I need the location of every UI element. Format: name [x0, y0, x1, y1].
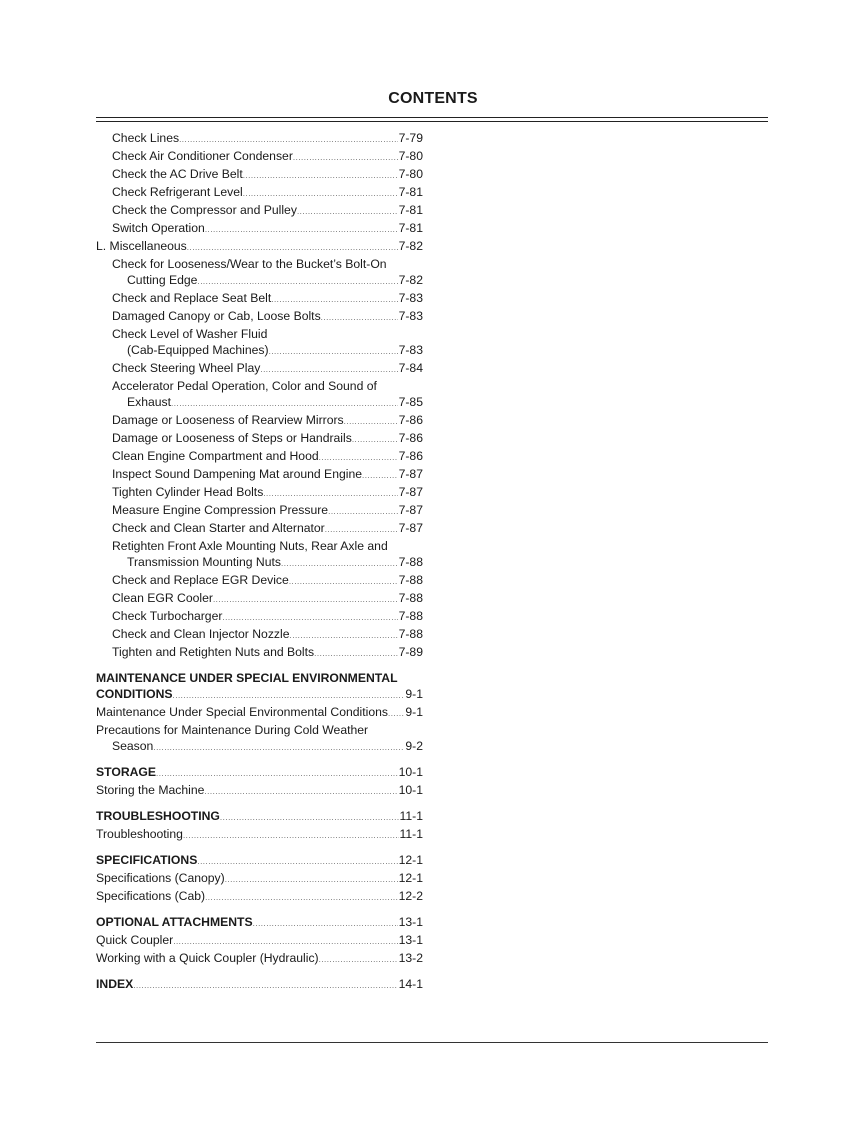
toc-entry-bucket-line1[interactable]: Check for Looseness/Wear to the Bucket’s Bolt-On — [112, 257, 387, 271]
dot-leader — [269, 344, 398, 360]
toc-entry-turbo[interactable]: Check Turbocharger ..... 7-88 — [96, 608, 423, 626]
dot-leader — [253, 916, 398, 932]
toc-entry-quick-coupler[interactable]: Quick Coupler ..... 13-1 — [96, 932, 423, 950]
toc-entry-seat-belt[interactable]: Check and Replace Seat Belt ..... 7-83 — [96, 290, 423, 308]
dot-leader — [220, 810, 399, 826]
toc-entry-axle-line2[interactable]: Transmission Mounting Nuts ..... 7-88 — [96, 554, 423, 572]
dot-leader — [225, 872, 398, 888]
toc-section-optional[interactable]: OPTIONAL ATTACHMENTS ..... 13-1 — [96, 914, 423, 932]
dot-leader — [321, 310, 398, 326]
toc-entry-check-refrigerant[interactable]: Check Refrigerant Level ..... 7-81 — [96, 184, 423, 202]
dot-leader — [205, 222, 398, 238]
dot-leader — [289, 574, 398, 590]
section-gap — [96, 906, 423, 914]
toc-entry-bucket-line2[interactable]: Cutting Edge ..... 7-82 — [96, 272, 423, 290]
dot-leader — [344, 414, 398, 430]
toc-entry-injector[interactable]: Check and Clean Injector Nozzle ..... 7-88 — [96, 626, 423, 644]
toc-entry-check-ac-drive-belt[interactable]: Check the AC Drive Belt ..... 7-80 — [96, 166, 423, 184]
toc-entry-pedal-line1[interactable]: Accelerator Pedal Operation, Color and Sound of — [112, 379, 377, 393]
footer-rule — [96, 1042, 768, 1043]
dot-leader — [290, 628, 398, 644]
toc-entry-quick-coupler-hydraulic[interactable]: Working with a Quick Coupler (Hydraulic) ..... 13-2 — [96, 950, 423, 968]
table-of-contents — [96, 130, 423, 994]
toc-entry-spec-cab[interactable]: Specifications (Cab) ..... 12-2 — [96, 888, 423, 906]
toc-entry-check-lines[interactable]: Check Lines ..... 7-79 — [96, 130, 423, 148]
toc-entry-cold-line2[interactable]: Season ..... 9-2 — [96, 738, 423, 756]
toc-entry-washer-line1[interactable]: Check Level of Washer Fluid — [112, 327, 268, 341]
dot-leader — [213, 592, 398, 608]
dot-leader — [222, 610, 397, 626]
toc-entry-miscellaneous[interactable]: L. Miscellaneous ..... 7-82 — [96, 238, 423, 256]
section-gap — [96, 968, 423, 976]
dot-leader — [352, 432, 398, 448]
toc-entry-axle-line1[interactable]: Retighten Front Axle Mounting Nuts, Rear Axle and — [112, 539, 388, 553]
dot-leader — [319, 450, 398, 466]
section-gap — [96, 844, 423, 852]
dot-leader — [260, 362, 397, 378]
dot-leader — [243, 186, 398, 202]
toc-section-troubleshooting[interactable]: TROUBLESHOOTING ..... 11-1 — [96, 808, 423, 826]
dot-leader — [197, 854, 397, 870]
toc-section-index[interactable]: INDEX ..... 14-1 — [96, 976, 423, 994]
dot-leader — [133, 978, 397, 994]
toc-entry-storing[interactable]: Storing the Machine ..... 10-1 — [96, 782, 423, 800]
toc-entry-egr-device[interactable]: Check and Replace EGR Device ..... 7-88 — [96, 572, 423, 590]
toc-section-specifications[interactable]: SPECIFICATIONS ..... 12-1 — [96, 852, 423, 870]
toc-entry-spec-canopy[interactable]: Specifications (Canopy) ..... 12-1 — [96, 870, 423, 888]
dot-leader — [205, 890, 398, 906]
toc-section-special-env-line2[interactable]: CONDITIONS ..... 9-1 — [96, 686, 423, 704]
toc-entry-canopy-bolts[interactable]: Damaged Canopy or Cab, Loose Bolts ..... 7-83 — [96, 308, 423, 326]
dot-leader — [293, 150, 398, 166]
toc-entry-compression[interactable]: Measure Engine Compression Pressure ..... 7-87 — [96, 502, 423, 520]
toc-entry-head-bolts[interactable]: Tighten Cylinder Head Bolts ..... 7-87 — [96, 484, 423, 502]
dot-leader — [271, 292, 397, 308]
dot-leader — [263, 486, 397, 502]
section-gap — [96, 756, 423, 764]
toc-entry-starter[interactable]: Check and Clean Starter and Alternator ..... 7-87 — [96, 520, 423, 538]
dot-leader — [171, 396, 398, 412]
toc-section-storage[interactable]: STORAGE ..... 10-1 — [96, 764, 423, 782]
dot-leader — [319, 952, 398, 968]
toc-entry-nuts-bolts[interactable]: Tighten and Retighten Nuts and Bolts ..... 7-89 — [96, 644, 423, 662]
toc-entry-special-env[interactable]: Maintenance Under Special Environmental Conditions ..... 9-1 — [96, 704, 423, 722]
dot-leader — [179, 132, 398, 148]
dot-leader — [297, 204, 398, 220]
dot-leader — [173, 688, 405, 704]
toc-entry-troubleshooting[interactable]: Troubleshooting ..... 11-1 — [96, 826, 423, 844]
toc-entry-pedal-line2[interactable]: Exhaust ..... 7-85 — [96, 394, 423, 412]
dot-leader — [388, 706, 404, 722]
toc-entry-steps[interactable]: Damage or Looseness of Steps or Handrails ..... 7-86 — [96, 430, 423, 448]
toc-entry-clean-engine[interactable]: Clean Engine Compartment and Hood ..... 7-86 — [96, 448, 423, 466]
section-gap — [96, 662, 423, 670]
dot-leader — [325, 522, 398, 538]
dot-leader — [187, 240, 398, 256]
dot-leader — [173, 934, 397, 950]
dot-leader — [156, 766, 398, 782]
section-gap — [96, 800, 423, 808]
dot-leader — [183, 828, 399, 844]
toc-entry-egr-cooler[interactable]: Clean EGR Cooler ..... 7-88 — [96, 590, 423, 608]
toc-entry-switch-operation[interactable]: Switch Operation ..... 7-81 — [96, 220, 423, 238]
toc-entry-check-ac-condenser[interactable]: Check Air Conditioner Condenser ..... 7-80 — [96, 148, 423, 166]
header-rule-double — [96, 121, 768, 122]
toc-entry-mirrors[interactable]: Damage or Looseness of Rearview Mirrors ..... 7-86 — [96, 412, 423, 430]
toc-section-special-env-line1[interactable]: MAINTENANCE UNDER SPECIAL ENVIRONMENTAL — [96, 671, 398, 685]
dot-leader — [197, 274, 397, 290]
dot-leader — [328, 504, 398, 520]
toc-entry-check-compressor[interactable]: Check the Compressor and Pulley ..... 7-81 — [96, 202, 423, 220]
page-title: CONTENTS — [388, 90, 478, 107]
dot-leader — [243, 168, 398, 184]
toc-entry-sound-mat[interactable]: Inspect Sound Dampening Mat around Engine ..... 7-87 — [96, 466, 423, 484]
toc-entry-cold-line1[interactable]: Precautions for Maintenance During Cold Weather — [96, 723, 369, 737]
dot-leader — [153, 740, 404, 756]
dot-leader — [204, 784, 397, 800]
header-rule — [96, 117, 768, 118]
toc-entry-washer-line2[interactable]: (Cab-Equipped Machines) ..... 7-83 — [96, 342, 423, 360]
dot-leader — [314, 646, 397, 662]
toc-entry-steering-play[interactable]: Check Steering Wheel Play ..... 7-84 — [96, 360, 423, 378]
dot-leader — [281, 556, 398, 572]
dot-leader — [362, 468, 398, 484]
